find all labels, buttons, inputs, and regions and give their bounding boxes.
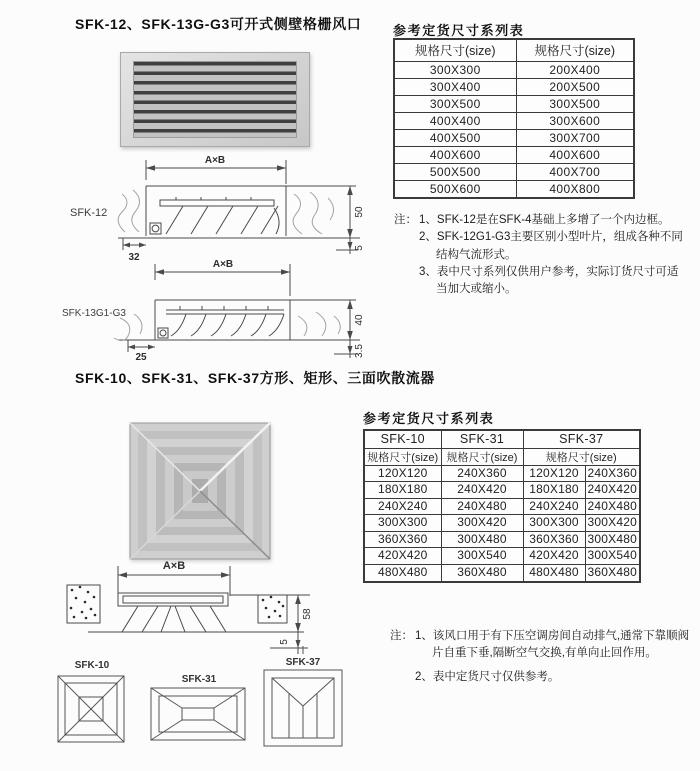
- col-header: 规格尺寸(size): [523, 448, 640, 465]
- drawing-label-sfk12: SFK-12: [70, 207, 108, 219]
- size-cell: 420X420: [364, 548, 441, 565]
- table1-title: 参考定货尺寸系列表: [393, 23, 525, 38]
- section2-notes: [390, 628, 692, 692]
- sfk13-drawing-lines: [118, 264, 360, 358]
- table-row: [364, 498, 640, 515]
- dim-label-height: 58: [302, 608, 313, 620]
- size-cell: 240X360: [585, 465, 640, 482]
- size-table-diffusers: [363, 429, 641, 583]
- size-cell: 300X400: [394, 78, 516, 95]
- table-row: [394, 129, 634, 146]
- size-table-sfk12: [393, 38, 635, 199]
- sfk12-drawing-lines: [118, 160, 360, 254]
- size-cell: 500X600: [394, 180, 516, 198]
- size-cell: 300X540: [585, 548, 640, 565]
- dim-label-axb: A×B: [162, 560, 186, 572]
- size-cell: 300X420: [441, 515, 523, 532]
- col-header: 规格尺寸(size): [441, 448, 523, 465]
- col-header: 规格尺寸(size): [364, 448, 441, 465]
- size-table-diffusers-body: [364, 465, 640, 582]
- dim-label-lip: 3.5: [354, 344, 365, 358]
- size-cell: 300X300: [523, 515, 585, 532]
- drawing-label-sfk13: SFK-13G1-G3: [62, 308, 126, 319]
- dim-label-axb: A×B: [204, 155, 226, 166]
- size-cell: 300X480: [441, 531, 523, 548]
- size-cell: 300X300: [394, 61, 516, 78]
- size-cell: 300X700: [516, 129, 634, 146]
- table-row: [364, 565, 640, 582]
- size-cell: 120X120: [364, 465, 441, 482]
- model-header: SFK-10: [364, 430, 441, 448]
- model-header: SFK-37: [523, 430, 640, 448]
- size-cell: 400X600: [516, 146, 634, 163]
- plan-sfk37-lines: [264, 670, 342, 746]
- note-item: 2、SFK-12G1-G3主要区别小型叶片，组成各种不同结构气流形式。: [419, 231, 683, 261]
- size-cell: 240X420: [441, 482, 523, 499]
- model-header: SFK-31: [441, 430, 523, 448]
- table-row: [394, 163, 634, 180]
- size-cell: 180X180: [364, 482, 441, 499]
- table-row: [364, 548, 640, 565]
- size-cell: 200X500: [516, 78, 634, 95]
- table-row: [364, 531, 640, 548]
- plan-label-sfk10: SFK-10: [74, 660, 110, 671]
- size-cell: 240X240: [523, 498, 585, 515]
- size-cell: 480X480: [364, 565, 441, 582]
- table-row: [364, 482, 640, 499]
- plan-label-sfk31: SFK-31: [181, 674, 217, 685]
- size-cell: 300X500: [516, 95, 634, 112]
- size-cell: 300X300: [364, 515, 441, 532]
- table-row: [394, 78, 634, 95]
- size-cell: 180X180: [523, 482, 585, 499]
- diffuser-drawing-lines: [67, 566, 310, 654]
- size-cell: 300X480: [585, 531, 640, 548]
- size-cell: 120X120: [523, 465, 585, 482]
- dim-label-height: 50: [354, 206, 365, 218]
- plan-sfk37: [258, 644, 348, 750]
- size-cell: 400X800: [516, 180, 634, 198]
- plan-sfk31-lines: [151, 688, 245, 740]
- wall-hatch: [114, 312, 340, 341]
- plan-label-sfk37: SFK-37: [285, 657, 321, 668]
- size-cell: 200X400: [516, 61, 634, 78]
- plan-sfk10-lines: [58, 676, 124, 742]
- grille-slats: [133, 61, 297, 138]
- size-cell: 300X600: [516, 112, 634, 129]
- diffuser-photo: [130, 423, 270, 559]
- notes-prefix: 注：: [390, 630, 413, 642]
- section2-title: SFK-10、SFK-31、SFK-37方形、矩形、三面吹散流器: [75, 370, 435, 386]
- table-row: [394, 112, 634, 129]
- grille-photo: [120, 52, 310, 147]
- size-cell: 240X240: [364, 498, 441, 515]
- dim-label-lip: 5: [279, 639, 290, 645]
- size-cell: 240X480: [585, 498, 640, 515]
- size-cell: 300X420: [585, 515, 640, 532]
- dim-label-left: 25: [135, 352, 147, 363]
- section1-notes: [394, 212, 686, 298]
- size-table-sfk12-body: [394, 61, 634, 198]
- plan-sfk10: [54, 656, 128, 748]
- table-row: [364, 515, 640, 532]
- size-cell: 400X700: [516, 163, 634, 180]
- diffuser-dim-arrows: [118, 572, 301, 648]
- diffuser-rings: [130, 423, 270, 559]
- table-row: [394, 95, 634, 112]
- note-item: 1、SFK-12是在SFK-4基础上多增了一个内边框。: [419, 214, 670, 226]
- size-cell: 360X360: [364, 531, 441, 548]
- section1-title: SFK-12、SFK-13G-G3可开式侧壁格栅风口: [75, 16, 362, 32]
- sfk13-dim-arrows: [128, 269, 353, 354]
- note-item: 2、表中定货尺寸仅供参考。: [415, 670, 560, 683]
- table2-title: 参考定货尺寸系列表: [363, 411, 495, 426]
- size-cell: 400X400: [394, 112, 516, 129]
- size-cell: 360X480: [441, 565, 523, 582]
- size-cell: 400X600: [394, 146, 516, 163]
- size-cell: 240X360: [441, 465, 523, 482]
- dim-label-left: 32: [128, 252, 140, 263]
- sfk12-section-drawing: [58, 150, 373, 264]
- size-cell: 240X420: [585, 482, 640, 499]
- dim-label-height: 40: [354, 314, 365, 326]
- size-cell: 500X500: [394, 163, 516, 180]
- note-item: 3、表中尺寸系列仅供用户参考，实际订货尺寸可适当加大或缩小。: [419, 265, 679, 295]
- table-row: [394, 61, 634, 78]
- sfk13-section-drawing: [58, 256, 373, 366]
- size-cell: 400X500: [394, 129, 516, 146]
- table-row: [394, 146, 634, 163]
- dim-label-axb: A×B: [212, 259, 234, 270]
- size-cell: 240X480: [441, 498, 523, 515]
- dim-label-lip: 5: [354, 245, 365, 251]
- col-header: 规格尺寸(size): [394, 39, 516, 61]
- plan-sfk31: [147, 670, 249, 746]
- note-item: 1、该风口用于有下压空调房间自动排气,通常下靠顺阀片自重下垂,隔断空气交换,有单向止回作用。: [415, 630, 690, 660]
- size-cell: 420X420: [523, 548, 585, 565]
- table-row: [364, 465, 640, 482]
- table-row: [394, 180, 634, 198]
- col-header: 规格尺寸(size): [516, 39, 634, 61]
- size-cell: 360X480: [585, 565, 640, 582]
- size-cell: 300X500: [394, 95, 516, 112]
- size-cell: 300X540: [441, 548, 523, 565]
- size-cell: 360X360: [523, 531, 585, 548]
- size-cell: 480X480: [523, 565, 585, 582]
- notes-prefix: 注：: [394, 214, 417, 226]
